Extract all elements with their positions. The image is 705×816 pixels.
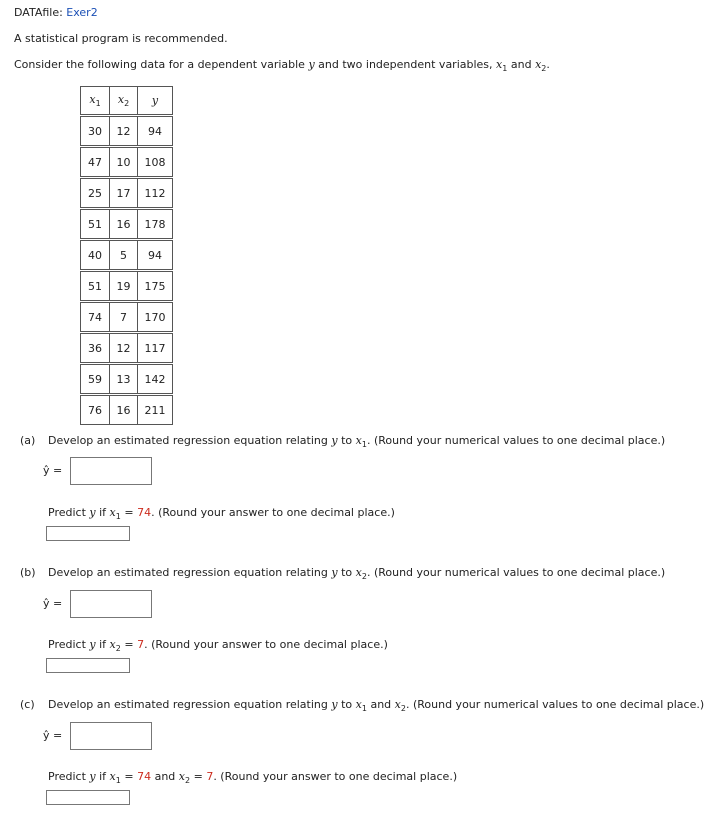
cell-x1: 51 bbox=[81, 272, 110, 301]
part-b-label: (b) bbox=[20, 566, 36, 579]
cell-y: 117 bbox=[138, 334, 173, 363]
part-b-equation-input[interactable] bbox=[70, 590, 152, 618]
part-a-equation-input[interactable] bbox=[70, 457, 152, 485]
cell-y: 178 bbox=[138, 210, 173, 239]
intro-text: Consider the following data for a dependent variable y and two independent variables, $x_1$ and $x_2$. bbox=[14, 58, 550, 73]
table-row bbox=[81, 241, 173, 270]
cell-y: 108 bbox=[138, 148, 173, 177]
cell-x1: 40 bbox=[81, 241, 110, 270]
header-y: y bbox=[138, 87, 173, 115]
table-row bbox=[81, 117, 173, 146]
part-c-question: Develop an estimated regression equation relating y to $x_1$ and $x_2$. (Round your numerical values to one decimal place.) bbox=[48, 698, 705, 713]
table-row bbox=[81, 272, 173, 301]
table-row bbox=[81, 148, 173, 177]
part-a-predict-input[interactable] bbox=[46, 526, 130, 541]
part-a-label: (a) bbox=[20, 434, 36, 447]
recommend-text: A statistical program is recommended. bbox=[14, 32, 228, 45]
cell-x1: 47 bbox=[81, 148, 110, 177]
table-row bbox=[81, 210, 173, 239]
table-header-row bbox=[81, 87, 173, 115]
cell-y: 94 bbox=[138, 241, 173, 270]
cell-x2: 13 bbox=[110, 365, 138, 394]
part-b-yhat-label: ŷ = bbox=[43, 597, 63, 610]
datafile-line bbox=[14, 6, 98, 19]
cell-x2: 5 bbox=[110, 241, 138, 270]
table-row bbox=[81, 334, 173, 363]
part-c-predict-input[interactable] bbox=[46, 790, 130, 805]
cell-x2: 16 bbox=[110, 210, 138, 239]
part-a-yhat-label: ŷ = bbox=[43, 464, 63, 477]
cell-x1: 74 bbox=[81, 303, 110, 332]
cell-x1: 51 bbox=[81, 210, 110, 239]
cell-x2: 12 bbox=[110, 334, 138, 363]
part-a-predict-text: Predict y if $x_1 = 74$. (Round your answer to one decimal place.) bbox=[48, 506, 395, 521]
cell-y: 175 bbox=[138, 272, 173, 301]
part-b-predict-text: Predict y if $x_2 = 7$. (Round your answer to one decimal place.) bbox=[48, 638, 388, 653]
cell-x1: 59 bbox=[81, 365, 110, 394]
cell-x1: 76 bbox=[81, 396, 110, 425]
part-a-question: Develop an estimated regression equation relating y to $x_1$. (Round your numerical values to one decimal place.) bbox=[48, 434, 666, 449]
data-table bbox=[80, 86, 173, 425]
table-row bbox=[81, 365, 173, 394]
cell-x2: 12 bbox=[110, 117, 138, 146]
cell-y: 211 bbox=[138, 396, 173, 425]
cell-x2: 17 bbox=[110, 179, 138, 208]
part-b-predict-input[interactable] bbox=[46, 658, 130, 673]
cell-x2: 7 bbox=[110, 303, 138, 332]
table-row bbox=[81, 396, 173, 425]
cell-y: 142 bbox=[138, 365, 173, 394]
datafile-link[interactable]: Exer2 bbox=[66, 6, 98, 19]
part-b-question: Develop an estimated regression equation relating y to $x_2$. (Round your numerical values to one decimal place.) bbox=[48, 566, 666, 581]
part-c-predict-text: Predict y if $x_1 = 74$ and $x_2 = 7$. (Round your answer to one decimal place.) bbox=[48, 770, 458, 785]
part-c-yhat-label: ŷ = bbox=[43, 729, 63, 742]
cell-x1: 30 bbox=[81, 117, 110, 146]
table-row bbox=[81, 303, 173, 332]
header-x2: $x_2$ bbox=[110, 87, 138, 115]
cell-x2: 10 bbox=[110, 148, 138, 177]
cell-x1: 25 bbox=[81, 179, 110, 208]
cell-y: 94 bbox=[138, 117, 173, 146]
datafile-label: DATAfile: bbox=[14, 6, 63, 19]
cell-y: 170 bbox=[138, 303, 173, 332]
cell-x2: 19 bbox=[110, 272, 138, 301]
header-x1: $x_1$ bbox=[81, 87, 110, 115]
table-row bbox=[81, 179, 173, 208]
cell-y: 112 bbox=[138, 179, 173, 208]
part-c-equation-input[interactable] bbox=[70, 722, 152, 750]
part-c-label: (c) bbox=[20, 698, 35, 711]
cell-x1: 36 bbox=[81, 334, 110, 363]
cell-x2: 16 bbox=[110, 396, 138, 425]
